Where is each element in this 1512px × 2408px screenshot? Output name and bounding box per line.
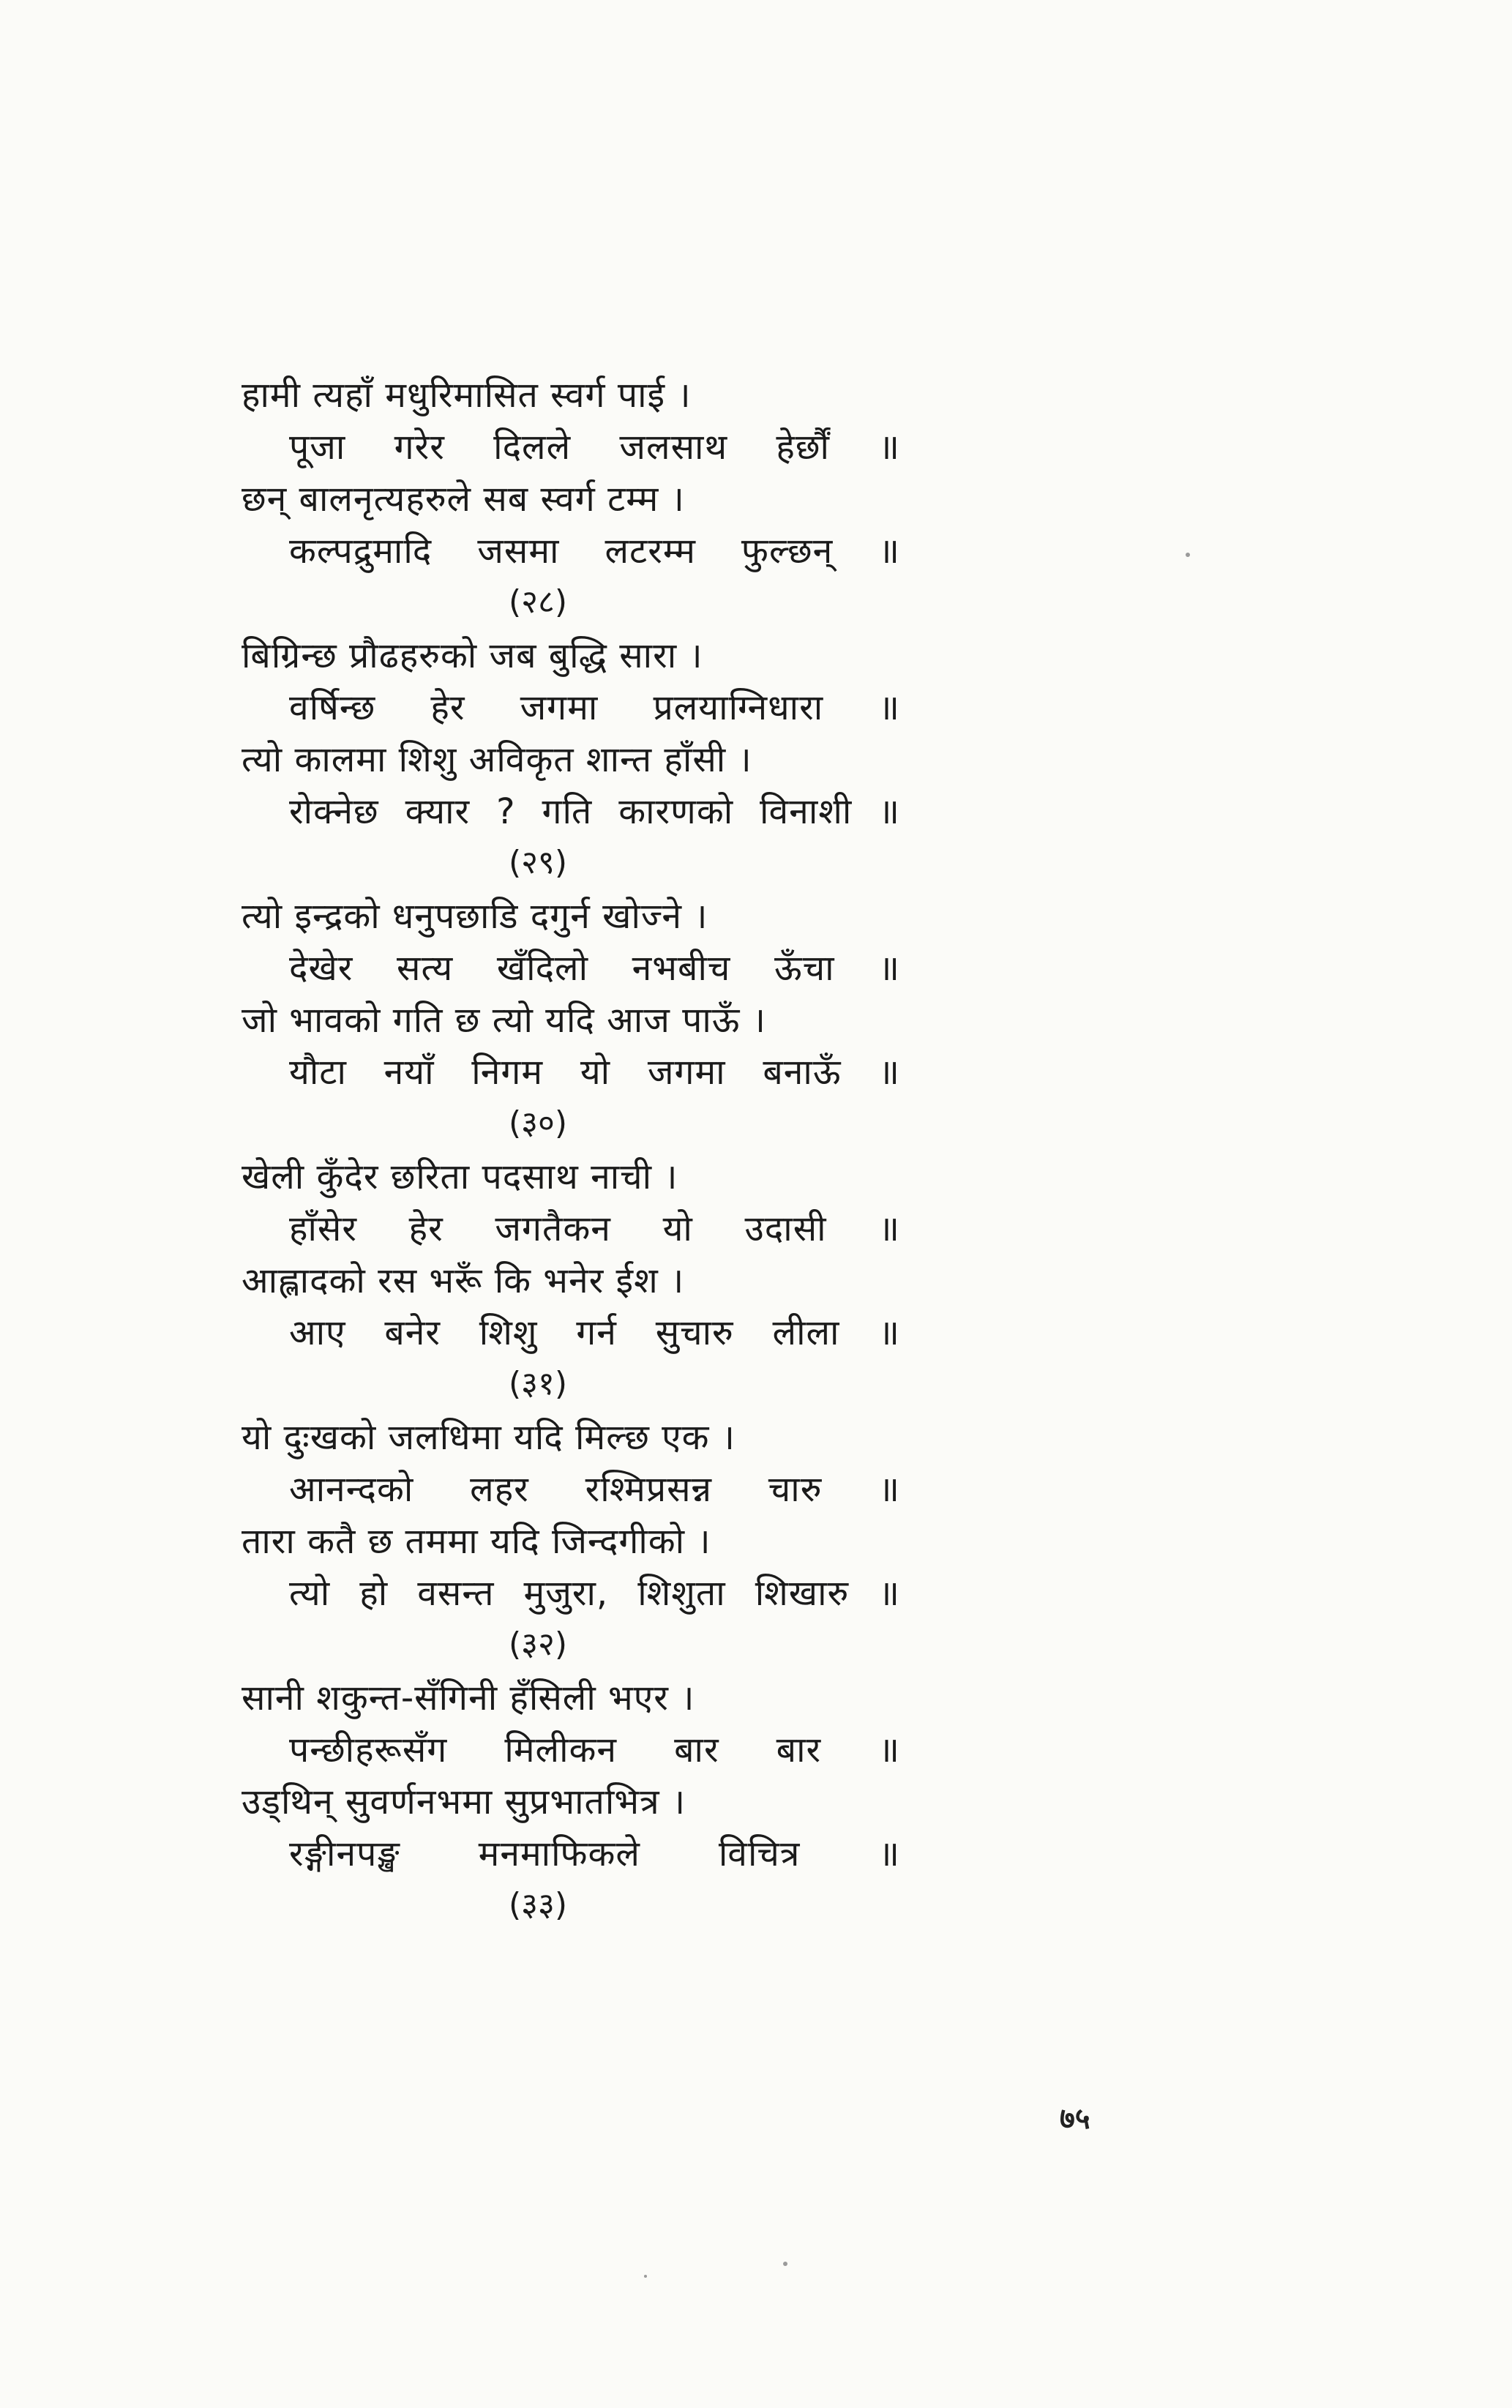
verse-line: पूजा गरेर दिलले जलसाथ हेर्छौं ॥	[289, 427, 900, 468]
page-number: ७५	[1060, 2102, 1090, 2136]
verse-line: रोक्नेछ क्यार ? गति कारणको विनाशी ॥	[289, 791, 900, 832]
stanza	[242, 630, 900, 888]
stanza-number: (३०)	[508, 1104, 568, 1142]
verse-line: त्यो कालमा शिशु अविकृत शान्त हाँसी ।	[242, 739, 752, 780]
verse-line: तारा कतै छ तममा यदि जिन्दगीको ।	[242, 1521, 711, 1562]
verse-line: हाँसेर हेर जगतैकन यो उदासी ॥	[289, 1208, 900, 1249]
verse-line: आह्लादको रस भरूँ कि भनेर ईश ।	[242, 1260, 685, 1301]
verse-line: त्यो इन्द्रको धनुपछाडि दगुर्न खोज्ने ।	[242, 896, 708, 937]
verse-line: सानी शकुन्त-सँगिनी हँसिली भएर ।	[242, 1678, 695, 1719]
verse-line: देखेर सत्य खँदिलो नभबीच ऊँचा ॥	[289, 948, 900, 989]
stanza-number: (२८)	[508, 583, 568, 621]
poem-body	[242, 370, 900, 1933]
verse-line: हामी त्यहाँ मधुरिमासित स्वर्ग पाई ।	[242, 375, 692, 416]
verse-line: कल्पद्रुमादि जसमा लटरम्म फुल्छन् ॥	[289, 531, 900, 572]
verse-line: बिग्रिन्छ प्रौढहरुको जब बुद्धि सारा ।	[242, 635, 703, 676]
verse-line: आए बनेर शिशु गर्न सुचारु लीला ॥	[289, 1312, 900, 1353]
stanza-number: (२९)	[508, 844, 568, 881]
stanza	[242, 1151, 900, 1409]
stanza	[242, 891, 900, 1148]
stanza	[242, 1672, 900, 1930]
verse-line: उड्थिन् सुवर्णनभमा सुप्रभातभित्र ।	[242, 1781, 686, 1822]
stanza-number: (३३)	[508, 1886, 568, 1923]
verse-line: यौटा नयाँ निगम यो जगमा बनाऊँ ॥	[289, 1052, 900, 1093]
paper-speck	[644, 2275, 647, 2278]
verse-line: यो दुःखको जलधिमा यदि मिल्छ एक ।	[242, 1417, 736, 1458]
paper-speck	[1186, 553, 1190, 557]
paper-speck	[783, 2262, 787, 2266]
verse-line: पन्छीहरूसँग मिलीकन बार बार ॥	[289, 1730, 900, 1771]
verse-line: त्यो हो वसन्त मुजुरा, शिशुता शिखारु ॥	[289, 1573, 900, 1614]
stanza-number: (३२)	[508, 1626, 568, 1663]
stanza-number: (३१)	[508, 1365, 568, 1402]
verse-line: वर्षिन्छ हेर जगमा प्रलयाग्निधारा ॥	[289, 687, 900, 728]
verse-line: रङ्गीनपङ्ख मनमाफिकले विचित्र ॥	[289, 1833, 900, 1874]
stanza	[242, 370, 900, 627]
verse-line: जो भावको गति छ त्यो यदि आज पाऊँ ।	[242, 1000, 766, 1041]
verse-line: आनन्दको लहर रश्मिप्रसन्न चारु ॥	[289, 1469, 900, 1510]
verse-line: छन् बालनृत्यहरुले सब स्वर्ग टम्म ।	[242, 479, 685, 520]
verse-line: खेली कुँदेर छरिता पदसाथ नाची ।	[242, 1156, 678, 1197]
stanza	[242, 1412, 900, 1669]
